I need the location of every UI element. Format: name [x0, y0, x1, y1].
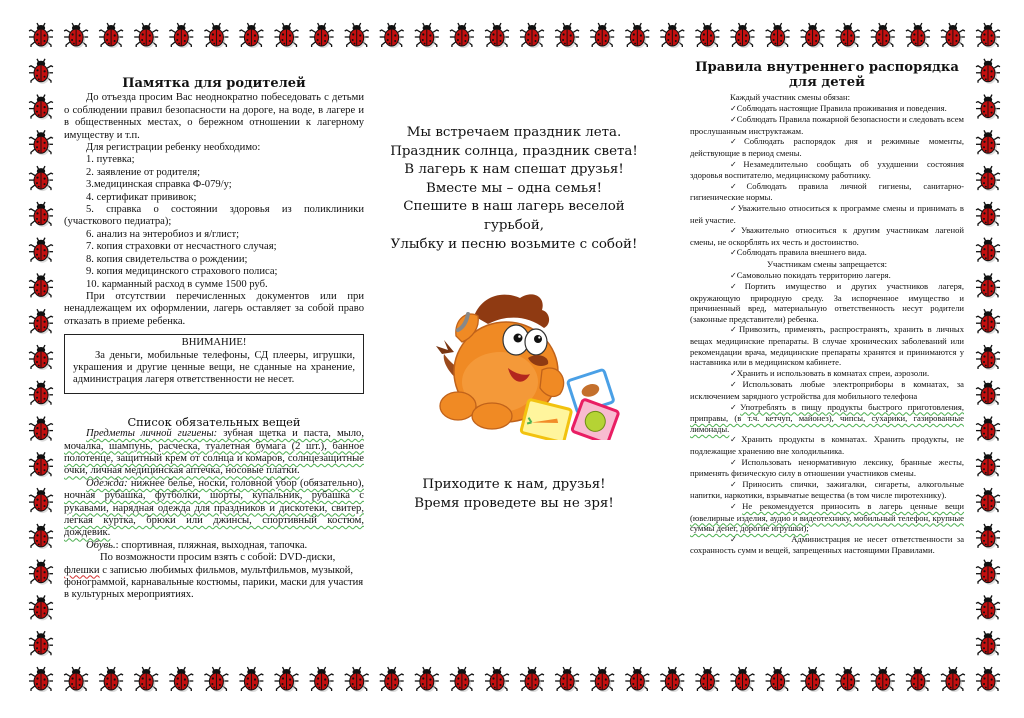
ladybug-icon: [275, 667, 299, 692]
ladybug-icon: [450, 23, 474, 48]
ladybug-icon: [976, 595, 1000, 620]
hygiene-paragraph: [64, 428, 364, 478]
document-item: 9. копия медицинского страхового полиса;: [86, 266, 278, 278]
refusal-note: При отсутствии перечисленных документов или при ненадлежащем их оформлении, лагерь оставляет за собой право отказать в приеме ребенка.: [64, 290, 364, 327]
intro-paragraph: До отъезда просим Вас неоднократно побеседовать с детьми о соблюдении правил безопасности на дороге, на воде, в лагере и в общественных местах, о бережном отношении к лагерному имуществу и т.п.: [64, 92, 364, 141]
ladybug-icon: [29, 23, 53, 48]
prohibited-item: [690, 434, 964, 456]
extra-items-paragraph: [64, 552, 364, 602]
document-item: 10. карманный расход в сумме 1500 руб.: [86, 278, 268, 290]
ladybug-icon: [731, 23, 755, 48]
duty-item: [690, 103, 964, 115]
ladybug-icon: [976, 130, 1000, 155]
ladybug-icon: [941, 667, 965, 692]
parents-memo-column: [64, 78, 364, 602]
ladybug-icon: [169, 23, 193, 48]
document-item: 8. копия свидетельства о рождении;: [86, 253, 248, 265]
document-item: 3.медицинская справка Ф-079/у;: [86, 179, 232, 191]
ladybug-icon: [310, 667, 334, 692]
duties-lead: Каждый участник смены обязан:: [730, 92, 850, 102]
ladybug-icon: [695, 23, 719, 48]
ladybug-icon: [836, 667, 860, 692]
prohibited-lead: Участникам смены запрещается:: [766, 258, 888, 269]
ladybug-icon: [976, 95, 1000, 120]
check-icon: ✓: [730, 137, 744, 147]
prohibited-item: [690, 479, 964, 501]
rule-text: Использовать любые электроприборы в комнатах, за исключением зарядного устройства для мобильного телефона: [690, 379, 964, 402]
rule-text: Приносить спички, зажигалки, сигареты, алкогольные напитки, наркотики, взрывчатые вещества (в том числе пиротехнику).: [690, 478, 964, 501]
ladybug-icon: [590, 23, 614, 48]
ladybug-icon: [731, 667, 755, 692]
rule-text: Соблюдать настоящие Правила проживания и поведения.: [736, 102, 947, 113]
duty-item: [690, 181, 964, 203]
poem-line: Вместе мы – одна семья!: [426, 180, 602, 196]
prohibited-item: [690, 270, 964, 282]
ladybug-icon: [485, 23, 509, 48]
ladybug-icon: [29, 488, 53, 513]
ladybug-icon: [976, 273, 1000, 298]
ladybug-icon: [590, 667, 614, 692]
ladybug-icon: [169, 667, 193, 692]
duty-item: [690, 136, 964, 158]
document-item: 6. анализ на энтеробиоз и я/глист;: [86, 228, 240, 240]
duty-item: [690, 203, 964, 225]
prohibited-item: [690, 402, 964, 435]
ladybug-icon: [485, 667, 509, 692]
ladybug-icon: [29, 595, 53, 620]
prohibited-item: [690, 324, 964, 367]
invitation-poem-bottom: [372, 476, 656, 513]
ladybug-icon: [625, 23, 649, 48]
warning-title: ВНИМАНИЕ!: [181, 337, 247, 349]
extra-items-suffix: с записью любимых фильмов, мультфильмов, музыкой, фонограммой, карнавальные костюмы, парики, маски для участия в культурных мероприятиях.: [64, 564, 364, 601]
check-icon: ✓: [730, 368, 737, 378]
ladybug-icon: [64, 23, 88, 48]
document-item: 4. сертификат прививок;: [86, 191, 197, 203]
duties-list: [690, 103, 964, 259]
check-icon: ✓: [730, 181, 747, 191]
prohibited-item: [690, 457, 964, 479]
ladybug-icon: [29, 417, 53, 442]
ladybug-icon: [555, 667, 579, 692]
warning-box: [64, 334, 364, 394]
ladybug-icon: [29, 381, 53, 406]
rule-text: Использовать ненормативную лексику, бранные жесты, применять физическую силу в отношении участников смены.: [690, 456, 964, 479]
check-icon: ✓: [730, 435, 742, 445]
ladybug-icon: [695, 667, 719, 692]
ladybug-icon: [976, 23, 1000, 48]
duty-item: [690, 247, 964, 259]
check-icon: ✓: [730, 270, 737, 280]
rule-text: Уважительно относиться к другим участникам лагеной смены, не оскорблять их честь и достоинство.: [690, 225, 964, 247]
ladybug-icon: [415, 23, 439, 48]
ladybug-icon: [520, 667, 544, 692]
check-icon: ✓: [730, 479, 743, 489]
rule-text: Соблюдать правила личной гигиены, санитарно-гигиенические нормы.: [690, 180, 964, 203]
prohibited-item: [690, 501, 964, 534]
poem-line: Приходите к нам, друзья!: [422, 477, 606, 492]
ladybug-icon: [906, 23, 930, 48]
rule-text: Незамедлительно сообщать об ухудшении состояния здоровья воспитателю, медицинскому работнику.: [690, 158, 965, 181]
lion-cub-mascot-image: [428, 276, 624, 440]
rules-title-line-2: для детей: [789, 75, 865, 90]
ladybug-icon: [976, 524, 1000, 549]
clothes-paragraph: [64, 478, 364, 540]
ladybug-icon: [976, 452, 1000, 477]
ladybug-icon: [660, 23, 684, 48]
check-icon: ✓: [730, 115, 737, 125]
poem-line: гурьбой,: [483, 217, 545, 233]
ladybug-icon: [134, 667, 158, 692]
invitation-poem-top: [372, 124, 656, 254]
ladybug-icon: [239, 23, 263, 48]
ladybug-icon: [976, 560, 1000, 585]
hygiene-label: Предметы личной гигиены:: [86, 428, 218, 440]
ladybug-icon: [29, 524, 53, 549]
rule-text: Портить имущество и других участников лагеря, окружающую природную среду. За испорченное имущество и причиненный вред, материальную ответственность несут родители (законные представители) ребенка.: [690, 281, 964, 324]
ladybug-icon: [29, 166, 53, 191]
ladybug-icon: [976, 345, 1000, 370]
check-icon: ✓: [730, 380, 743, 390]
prohibited-item: [690, 379, 964, 401]
ladybug-icon: [204, 667, 228, 692]
ladybug-icon: [380, 23, 404, 48]
rule-text: Хранить и использовать в комнатах спреи, аэрозоли.: [736, 367, 930, 378]
ladybug-icon: [29, 202, 53, 227]
parents-memo-title: Памятка для родителей: [122, 76, 306, 91]
rules-title-line-1: Правила внутреннего распорядка: [695, 60, 959, 75]
check-icon: ✓: [730, 203, 738, 213]
ladybug-icon: [29, 273, 53, 298]
prohibited-item: [690, 368, 964, 380]
ladybug-icon: [976, 202, 1000, 227]
ladybug-icon: [29, 59, 53, 84]
check-icon: ✓: [730, 457, 742, 467]
ladybug-icon: [99, 667, 123, 692]
extra-items-prefix: По возможности просим взять с собой: DVD-диски,: [100, 552, 336, 564]
ladybug-icon: [29, 667, 53, 692]
rule-text: Соблюдать распорядок дня и режимные моменты, действующие в период смены.: [690, 136, 965, 158]
extra-items-flagged-word: флешки: [64, 564, 100, 576]
ladybug-icon: [29, 309, 53, 334]
prohibited-list: [690, 270, 964, 534]
ladybug-icon: [976, 417, 1000, 442]
ladybug-icon: [555, 23, 579, 48]
rules-title: [690, 60, 964, 90]
check-icon: ✓: [730, 159, 744, 169]
ladybug-icon: [976, 631, 1000, 656]
check-icon: ✓: [730, 402, 741, 412]
clothes-label: Одежда:: [86, 477, 128, 489]
ladybug-icon: [660, 667, 684, 692]
document-item: 1. путевка;: [86, 154, 135, 166]
poem-line: В лагерь к нам спешат друзья!: [404, 162, 624, 178]
closing-text: Администрация не несет ответственности за сохранность сумм и вещей, запрещенных настоящими Правилами.: [690, 533, 965, 556]
ladybug-icon: [801, 23, 825, 48]
check-icon: ✓: [730, 103, 737, 113]
shoes-text: : спортивная, пляжная, выходная, тапочка.: [115, 539, 308, 551]
poem-line: Время проведете вы не зря!: [414, 495, 614, 511]
ladybug-icon: [976, 488, 1000, 513]
rule-text: Не рекомендуется приносить в лагерь ценные вещи (ювелирные изделия, аудио и видеотехнику, мобильный телефон, крупные суммы денег, дорогие игрушки);: [690, 500, 965, 534]
poem-line: Праздник солнца, праздник света!: [390, 143, 638, 159]
documents-list: [64, 154, 364, 290]
duty-item: [690, 225, 964, 247]
rule-text: Хранить продукты в комнатах. Хранить продукты, не подлежащие хранению вне холодильника.: [690, 434, 964, 456]
ladybug-icon: [64, 667, 88, 692]
poem-line: Мы встречаем праздник лета.: [406, 125, 622, 140]
check-icon: ✓: [730, 501, 743, 511]
hygiene-text: зубная щетка и паста, мыло, мочалка, шампунь, расческа, туалетная бумага (2 шт.), банное полотенце, защитный крем от солнца и комаров, солнцезащитные очки, личная медицинская аптечка, носовые платки.: [64, 428, 364, 477]
ladybug-icon: [520, 23, 544, 48]
duty-item: [690, 114, 964, 136]
ladybug-icon: [239, 667, 263, 692]
closing-paragraph: [690, 534, 964, 556]
document-item: 2. заявление от родителя;: [86, 166, 201, 178]
ladybug-icon: [345, 667, 369, 692]
ladybug-icon: [310, 23, 334, 48]
check-icon: ✓: [730, 282, 745, 292]
shoes-label: Обувь.: [86, 539, 116, 551]
check-icon: ✓: [730, 534, 739, 544]
ladybug-icon: [29, 130, 53, 155]
ladybug-icon: [976, 381, 1000, 406]
ladybug-icon: [204, 23, 228, 48]
ladybug-icon: [380, 667, 404, 692]
ladybug-icon: [275, 23, 299, 48]
ladybug-icon: [345, 23, 369, 48]
prohibited-item: [690, 281, 964, 324]
ladybug-icon: [766, 667, 790, 692]
poem-line: Улыбку и песню возьмите с собой!: [390, 236, 638, 252]
ladybug-icon: [625, 667, 649, 692]
camp-rules-column: [690, 60, 964, 556]
document-item: 5. справка о состоянии здоровья из поликлиники (участкового педиатра);: [64, 204, 364, 228]
ladybug-icon: [415, 667, 439, 692]
rule-text: Употреблять в пищу продукты быстрого приготовления, приправы, (в т.ч. кетчуп, майонез), чипсы, сухарики, газированные лимонады.: [690, 401, 964, 434]
rule-text: Соблюдать Правила пожарной безопасности и следовать всем прослушанным инструктажам.: [690, 114, 964, 136]
rule-text: Соблюдать правила внешнего вида.: [736, 247, 867, 258]
check-icon: ✓: [730, 325, 739, 335]
ladybug-icon: [29, 238, 53, 263]
ladybug-icon: [450, 667, 474, 692]
ladybug-icon: [134, 23, 158, 48]
ladybug-icon: [29, 631, 53, 656]
ladybug-icon: [906, 667, 930, 692]
ladybug-icon: [801, 667, 825, 692]
ladybug-icon: [976, 59, 1000, 84]
rule-text: Уважительно относиться к программе смены и принимать в ней участие.: [690, 202, 964, 225]
ladybug-icon: [941, 23, 965, 48]
ladybug-icon: [976, 166, 1000, 191]
ladybug-icon: [29, 452, 53, 477]
ladybug-icon: [976, 238, 1000, 263]
ladybug-icon: [29, 560, 53, 585]
check-icon: ✓: [730, 248, 737, 258]
ladybug-icon: [871, 23, 895, 48]
registration-lead: Для регистрации ребенку необходимо:: [86, 142, 261, 154]
ladybug-icon: [976, 309, 1000, 334]
ladybug-icon: [766, 23, 790, 48]
poem-line: Спешите в наш лагерь веселой: [403, 199, 625, 215]
warning-text: За деньги, мобильные телефоны, СД плееры, игрушки, украшения и другие ценные вещи, не сданные на хранение, администрация лагеря ответственности не несет.: [73, 349, 355, 386]
checklist-title: Список обязательных вещей: [127, 414, 301, 429]
ladybug-icon: [29, 345, 53, 370]
clothes-text: нижнее белье, носки, головной убор (обязательно), ночная рубашка, футболки, шорты, купальник, рубашка с рукавами, нарядная одежда для праздников и дискотеки, свитер, легкая куртка, брюки или джинсы, спортивный костюм, дождевик.: [64, 477, 364, 539]
rule-text: Привозить, применять, распространять, хранить в личных вещах медицинские препараты. В случае хронических заболеваний или рекомендации врача, медицинские препараты хранятся и принимаются у наставника или в медицинском кабинете.: [690, 324, 964, 368]
ladybug-icon: [836, 23, 860, 48]
ladybug-icon: [871, 667, 895, 692]
ladybug-icon: [29, 95, 53, 120]
document-item: 7. копия страховки от несчастного случая;: [86, 241, 277, 253]
ladybug-icon: [976, 667, 1000, 692]
rule-text: Самовольно покидать территорию лагеря.: [736, 269, 891, 280]
ladybug-icon: [99, 23, 123, 48]
shoes-paragraph: [64, 540, 364, 552]
check-icon: ✓: [730, 226, 741, 236]
duty-item: [690, 159, 964, 181]
